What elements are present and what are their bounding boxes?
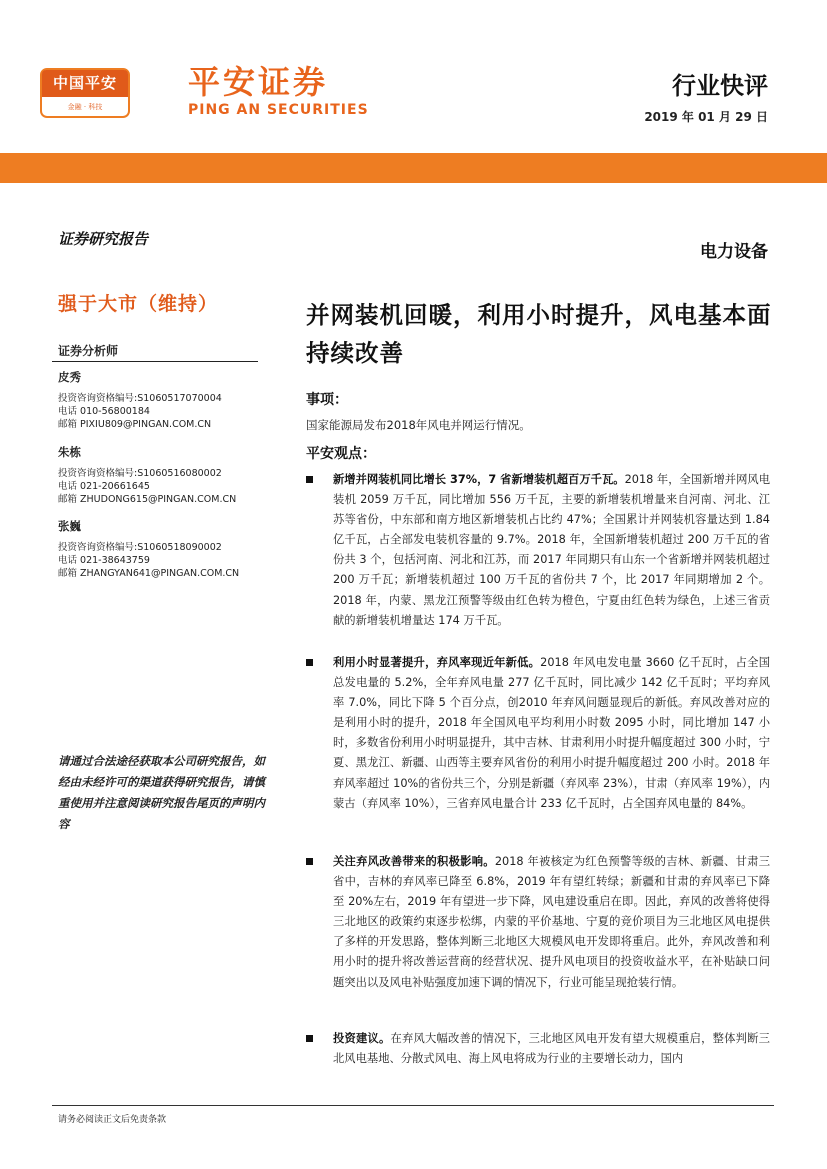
analyst-license: 投资咨询资格编号:S1060517070004 [58,393,222,404]
analyst-phone: 电话 010-56800184 [58,406,150,417]
analyst-card [58,520,268,580]
analyst-license: 投资咨询资格编号:S1060516080002 [58,468,222,479]
report-type: 行业快评 [672,72,768,100]
rating: 强于大市（维持） [58,293,219,315]
event-heading: 事项： [306,392,348,408]
analyst-license: 投资咨询资格编号:S1060518090002 [58,542,222,553]
view-heading: 平安观点： [306,446,376,462]
logo-subtext: 金融 · 科技 [67,103,103,111]
analyst-card [58,446,268,506]
point-text: 2018 年，全国新增并网风电装机 2059 万千瓦，同比增加 556 万千瓦，主要的新增装机增量来自河南、河北、江苏等省份，中东部和南方地区新增装机占比约 47%；全国累计并网装机容量达到 1.84 亿千瓦，占全部发电装机容量的 9.7%。2018 年，全国新增装机超过 200 万千瓦的省份共 3 个，包括河南、河北和江苏，而 2017 年同期只有山东一个省新增并网装机超过 200 万千瓦；新增装机超过 100 万千瓦的省份共 7 个，比 2017 年同期增加 2 个。2018 年，内蒙、黑龙江预警等级由红色转为橙色，宁夏由红色转为绿色，上述三省贡献的新增装机增量达 174 万千瓦。 [333,473,770,627]
divider [52,361,258,362]
report-date: 2019 年 01 月 29 日 [644,110,768,124]
bullet-square-icon [306,659,313,666]
analyst-email[interactable]: 邮箱 ZHUDONG615@PINGAN.COM.CN [58,494,237,505]
analyst-name: 张巍 [58,519,81,533]
analyst-email[interactable]: 邮箱 PIXIU809@PINGAN.COM.CN [58,419,212,430]
brand-name-cn: 平安证券 [188,63,329,101]
point-lead: 关注弃风改善带来的积极影响。 [333,855,495,868]
disclaimer: 请通过合法途径获取本公司研究报告，如经由未经许可的渠道获得研究报告，请慎重使用并注意阅读研究报告尾页的声明内容 [58,754,265,831]
point-lead: 投资建议。 [333,1032,391,1045]
report-label: 证券研究报告 [58,230,149,248]
brand-name-en: PING AN SECURITIES [188,102,369,118]
analyst-name: 朱栋 [58,445,81,459]
footer-divider [52,1105,774,1106]
bullet-square-icon [306,858,313,865]
footer-disclaimer: 请务必阅读正文后免责条款 [58,1115,167,1125]
analyst-phone: 电话 021-20661645 [58,481,150,492]
point-lead: 利用小时显著提升，弃风率现近年新低。 [333,656,541,669]
analyst-name: 皮秀 [58,370,81,384]
pingan-group-logo [40,68,130,118]
view-point [306,1029,770,1069]
sector-label: 电力设备 [700,242,768,262]
bullet-square-icon [306,476,313,483]
headline: 并网装机回暖，利用小时提升，风电基本面持续改善 [306,301,772,367]
analyst-card [58,371,268,431]
logo-text: 中国平安 [42,70,128,97]
header-band [0,153,827,183]
analyst-title: 证券分析师 [58,344,119,358]
view-point [306,653,770,814]
event-text: 国家能源局发布2018年风电并网运行情况。 [306,418,531,432]
point-lead: 新增并网装机同比增长 37%，7 省新增装机超百万千瓦。 [333,473,625,486]
analyst-email[interactable]: 邮箱 ZHANGYAN641@PINGAN.COM.CN [58,568,240,579]
top-margin [0,0,827,38]
view-point [306,470,770,631]
bullet-square-icon [306,1035,313,1042]
analyst-phone: 电话 021-38643759 [58,555,150,566]
point-text: 2018 年被核定为红色预警等级的吉林、新疆、甘肃三省中，吉林的弃风率已降至 6.8%，2019 年有望红转绿；新疆和甘肃的弃风率已下降至 20%左右，2019 年有望进一步下降，风电建设重启在即。因此，弃风的改善将使得三北地区的政策约束逐步松绑，内蒙的平价基地、宁夏的竞价项目为三北地区风电提供了多样的开发思路，整体判断三北地区大规模风电开发即将重启。此外，弃风改善和利用小时的提升将改善运营商的经营状况、提升风电项目的投资收益水平，在补贴缺口问题突出以及风电补贴强度加速下调的情况下，行业可能呈现抢装行情。 [333,855,770,989]
point-text: 在弃风大幅改善的情况下，三北地区风电开发有望大规模重启，整体判断三北风电基地、分散式风电、海上风电将成为行业的主要增长动力，国内 [333,1032,770,1066]
view-point [306,852,770,993]
point-text: 2018 年风电发电量 3660 亿千瓦时，占全国总发电量的 5.2%，全年弃风电量 277 亿千瓦时，同比减少 142 亿千瓦时；平均弃风率 7.0%，同比下降 5 个百分点，创2010 年弃风问题显现后的新低。弃风改善对应的是利用小时的提升，2018 年全国风电平均利用小时数 2095 小时，同比增加 147 小时，多数省份利用小时明显提升，其中吉林、甘肃利用小时提升幅度超过 300 小时，宁夏、黑龙江、新疆、山西等主要弃风省份的利用小时提升幅度超过 200 小时。2018 年弃风率超过 10%的省份共三个，分别是新疆（弃风率 23%），甘肃（弃风率 19%），内蒙古（弃风率 10%），三省弃风电量合计 233 亿千瓦时，占全国弃风电量的 84%。 [333,656,770,810]
